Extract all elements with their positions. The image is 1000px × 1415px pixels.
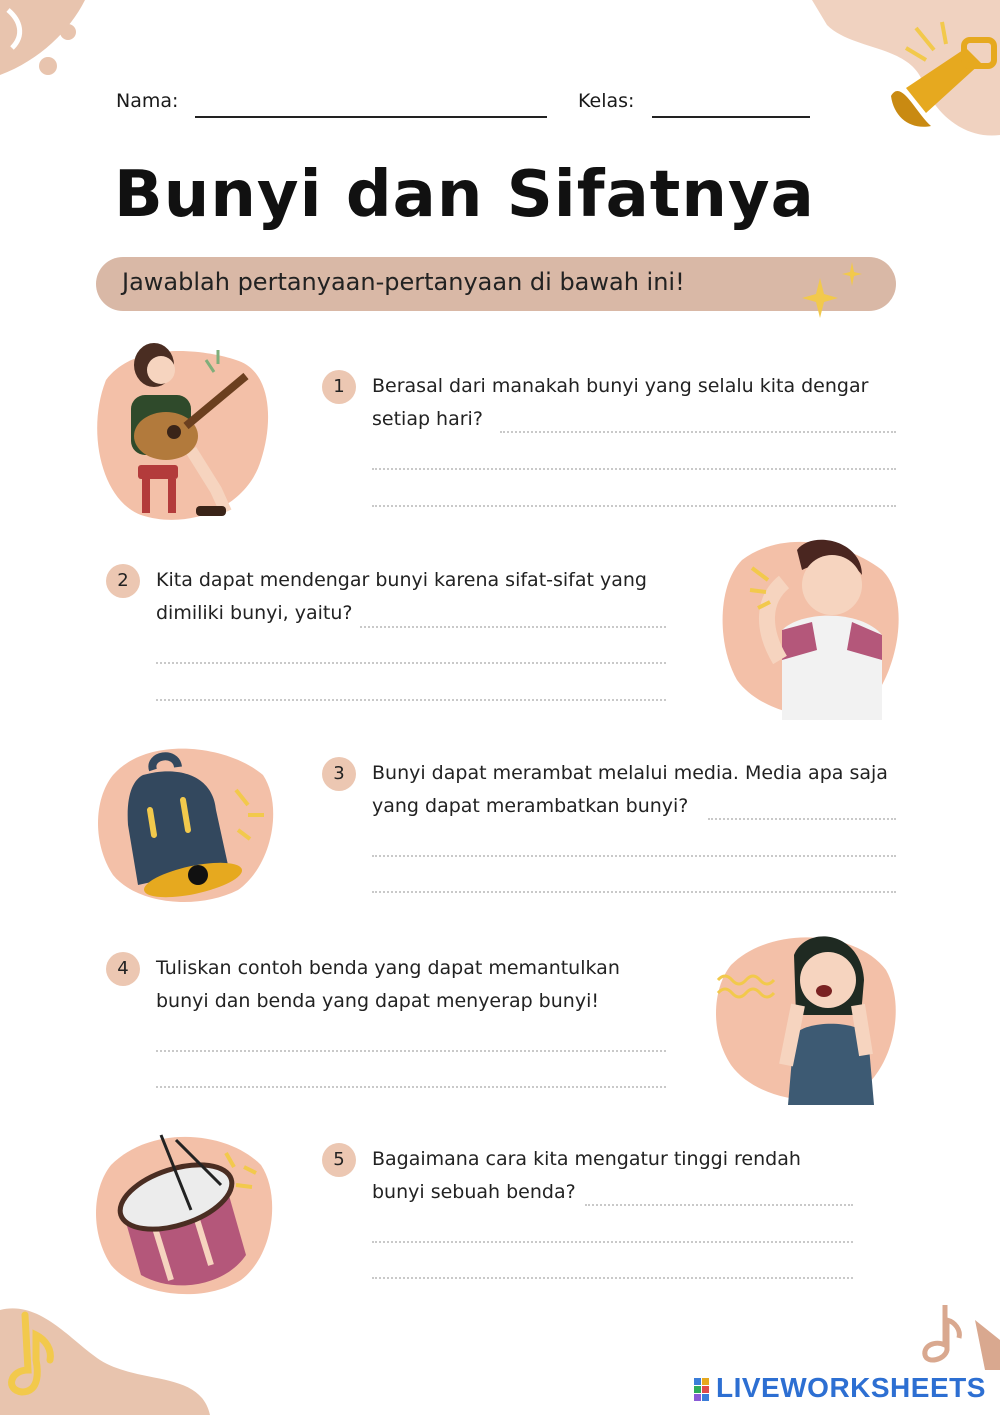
question-3-line-2: yang dapat merambatkan bunyi?: [372, 795, 689, 817]
corner-blob-bottom-left: [0, 1300, 210, 1415]
question-5-line-1: Bagaimana cara kita mengatur tinggi rendah: [372, 1148, 801, 1170]
answer-line-4b[interactable]: [156, 1086, 666, 1088]
question-4-line-1: Tuliskan contoh benda yang dapat memantulkan: [156, 957, 620, 979]
question-2-text: [156, 564, 686, 630]
answer-line-5c[interactable]: [372, 1277, 853, 1279]
answer-line-2b[interactable]: [156, 662, 666, 664]
bell-illustration: [98, 735, 278, 905]
guitar-girl-illustration: [96, 340, 276, 525]
question-number-3: 3: [322, 757, 356, 791]
question-1-line-2: setiap hari?: [372, 408, 483, 430]
question-3-line-1: Bunyi dapat merambat melalui media. Media apa saja: [372, 762, 888, 784]
question-number-5: 5: [322, 1143, 356, 1177]
question-2-line-1: Kita dapat mendengar bunyi karena sifat-sifat yang: [156, 569, 647, 591]
answer-line-3b[interactable]: [372, 855, 896, 857]
question-1-text: [372, 370, 902, 436]
question-3-text: [372, 757, 902, 823]
name-label: Nama:: [116, 90, 179, 112]
answer-line-1c[interactable]: [372, 505, 896, 507]
corner-blob-top-left: [0, 0, 110, 90]
question-number-1: 1: [322, 370, 356, 404]
shouting-girl-illustration: [716, 925, 901, 1105]
answer-line-1b[interactable]: [372, 468, 896, 470]
name-field[interactable]: [195, 116, 547, 118]
question-4-line-2: bunyi dan benda yang dapat menyerap bunyi!: [156, 990, 599, 1012]
instruction-banner: [96, 257, 896, 311]
instruction-text: Jawablah pertanyaan-pertanyaan di bawah ini!: [122, 268, 685, 296]
question-2-line-2: dimiliki bunyi, yaitu?: [156, 602, 353, 624]
listening-boy-illustration: [722, 530, 902, 720]
answer-line-1a[interactable]: [500, 431, 896, 433]
answer-line-3c[interactable]: [372, 891, 896, 893]
question-5-line-2: bunyi sebuah benda?: [372, 1181, 576, 1203]
question-number-4: 4: [106, 952, 140, 986]
answer-line-2a[interactable]: [360, 626, 666, 628]
liveworksheets-logo-icon: [694, 1378, 710, 1402]
class-label: Kelas:: [578, 90, 635, 112]
trumpet-icon: [886, 18, 1000, 138]
music-note-icon: [915, 1300, 1000, 1370]
answer-line-3a[interactable]: [708, 818, 896, 820]
question-5-text: [372, 1143, 902, 1209]
drum-illustration: [96, 1125, 276, 1295]
page-title: Bunyi dan Sifatnya: [114, 158, 815, 232]
sparkle-icon: [800, 260, 870, 322]
question-4-text: [156, 952, 686, 1018]
question-number-2: 2: [106, 564, 140, 598]
answer-line-5a[interactable]: [585, 1204, 853, 1206]
answer-line-2c[interactable]: [156, 699, 666, 701]
question-1-line-1: Berasal dari manakah bunyi yang selalu kita dengar: [372, 375, 869, 397]
class-field[interactable]: [652, 116, 810, 118]
liveworksheets-brand[interactable]: LIVEWORKSHEETS: [716, 1372, 986, 1403]
answer-line-4a[interactable]: [156, 1050, 666, 1052]
answer-line-5b[interactable]: [372, 1241, 853, 1243]
